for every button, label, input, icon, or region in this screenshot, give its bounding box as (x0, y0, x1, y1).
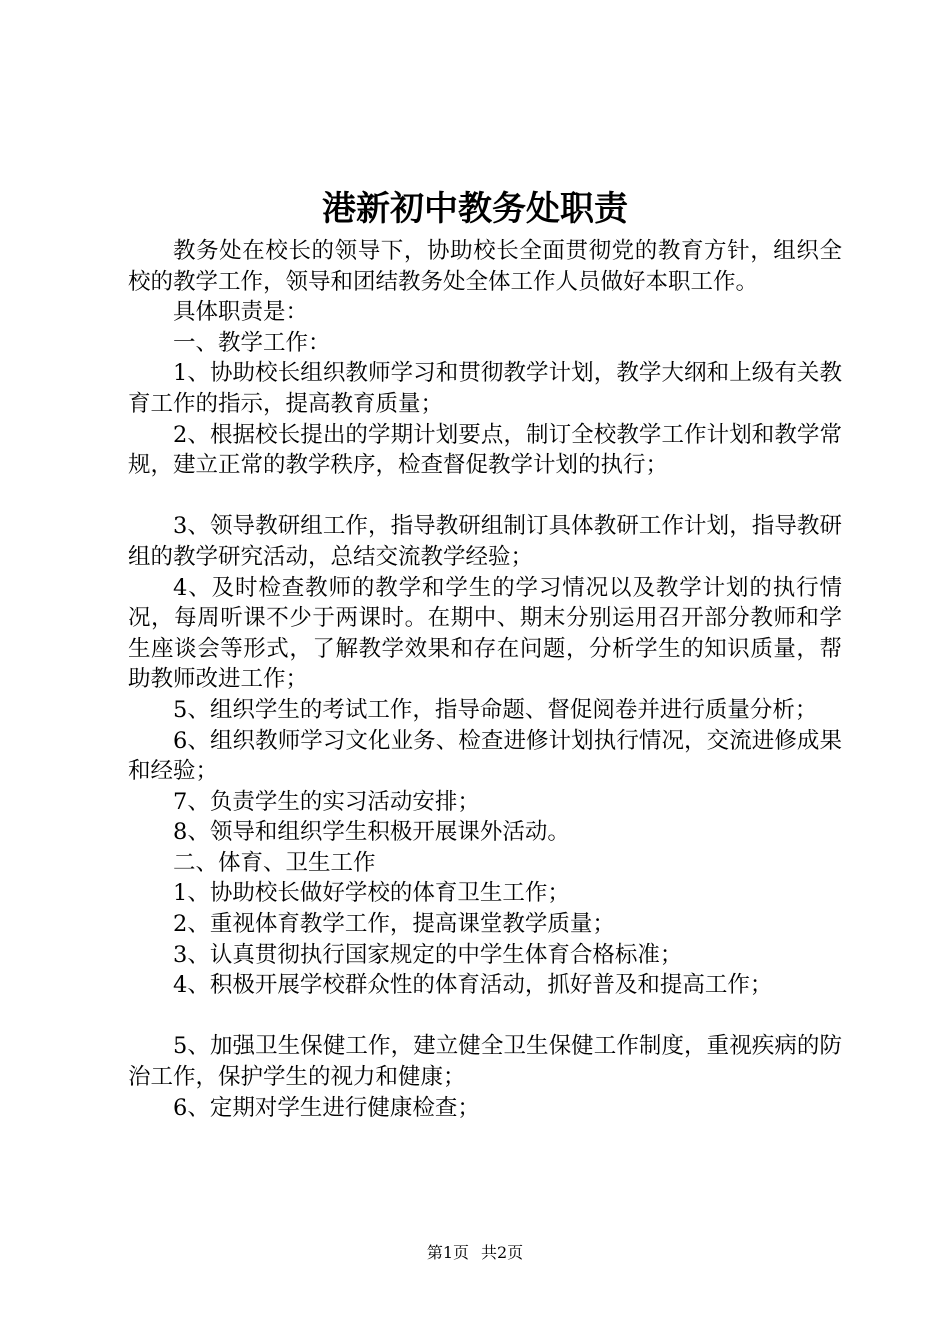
section-heading-sports-health: 二、体育、卫生工作 (173, 849, 376, 876)
list-item: 6、定期对学生进行健康检查； (173, 1094, 480, 1121)
document-title: 港新初中教务处职责 (322, 189, 628, 229)
list-item: 1、协助校长做好学校的体育卫生工作； (173, 880, 570, 907)
document-body (128, 236, 842, 1123)
page-footer (0, 1243, 950, 1263)
list-item: 5、加强卫生保健工作，建立健全卫生保健工作制度，重视疾病的防治工作，保护学生的视力和健康； (128, 1033, 842, 1091)
list-item: 3、领导教研组工作，指导教研组制订具体教研工作计划，指导教研组的教学研究活动，总结交流教学经验； (128, 513, 842, 570)
list-item: 8、领导和组织学生积极开展课外活动。 (173, 819, 570, 846)
page-number: 第1页 (426, 1243, 469, 1262)
page-total: 共2页 (481, 1243, 524, 1262)
list-item: 4、及时检查教师的教学和学生的学习情况以及教学计划的执行情况，每周听课不少于两课时。在期中、期末分别运用召开部分教师和学生座谈会等形式，了解教学效果和存在问题，分析学生的知识质量，帮助教师改进工作； (128, 574, 842, 693)
intro-paragraph: 教务处在校长的领导下，协助校长全面贯彻党的教育方针，组织全校的教学工作，领导和团结教务处全体工作人员做好本职工作。 (128, 238, 842, 295)
blank-line (128, 1001, 842, 1032)
section-heading-teaching: 一、教学工作： (173, 329, 331, 356)
list-item: 4、积极开展学校群众性的体育活动，抓好普及和提高工作； (173, 972, 773, 999)
list-item: 2、重视体育教学工作，提高课堂教学质量； (173, 911, 615, 938)
list-item: 5、组织学生的考试工作，指导命题、督促阅卷并进行质量分析； (173, 696, 818, 723)
list-item: 2、根据校长提出的学期计划要点，制订全校教学工作计划和教学常规，建立正常的教学秩序，检查督促教学计划的执行； (128, 421, 842, 479)
blank-line (128, 481, 842, 512)
list-item: 6、组织教师学习文化业务、检查进修计划执行情况，交流进修成果和经验； (128, 727, 842, 785)
list-item: 1、协助校长组织教师学习和贯彻教学计划，教学大纲和上级有关教育工作的指示，提高教育质量； (128, 360, 842, 417)
duties-heading: 具体职责是： (173, 299, 309, 326)
list-item: 7、负责学生的实习活动安排； (173, 788, 480, 815)
list-item: 3、认真贯彻执行国家规定的中学生体育合格标准； (173, 941, 683, 968)
